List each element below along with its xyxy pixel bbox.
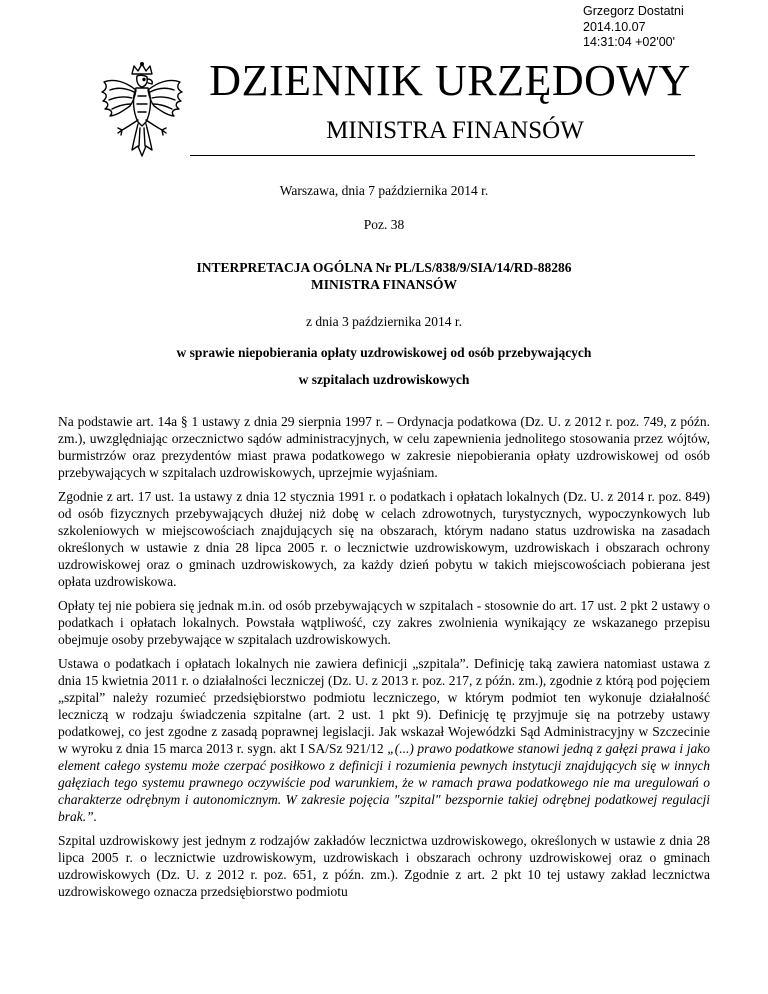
signature-name: Grzegorz Dostatni xyxy=(583,4,684,18)
masthead-divider xyxy=(190,155,695,156)
polish-eagle-emblem-icon xyxy=(96,60,188,160)
paragraph-2: Zgodnie z art. 17 ust. 1a ustawy z dnia 12 stycznia 1991 r. o podatkach i opłatach lokalnych (Dz. U. z 2014 r. poz. 849) od osób fizycznych przebywających dłużej niż dobę w celach zdrowotnych, turystycznych, wypoczynkowych lub szkoleniowych w miejscowościach znajdujących się na obszarach, którym nadano status uzdrowiska na zasadach określonych w ustawie z dnia 28 lipca 2005 r. o lecznictwie uzdrowiskowym, uzdrowiskach i obszarach ochrony uzdrowiskowej oraz o gminach uzdrowiskowych, za każdy dzień pobytu w takich miejscowościach pobierana jest opłata uzdrowiskowa. xyxy=(58,489,710,589)
journal-title: DZIENNIK URZĘDOWY xyxy=(209,56,691,105)
court-quote: „(...) prawo podatkowe stanowi jedną z gałęzi prawa i jako element całego systemu może czerpać posiłkowo z definicji i rozumienia pewnych instytucji znajdujących się w innych gałęziach tego systemu prawnego oczywiście pod warunkiem, że w ramach prawa podatkowego nie ma uregulowań o charakterze odrębnym i autonomicznym. W zakresie pojęcia "szpital" bezspornie takiej odrębnej podatkowej regulacji brak.”. xyxy=(58,741,710,824)
journal-subtitle: MINISTRA FINANSÓW xyxy=(326,117,584,144)
place-date: Warszawa, dnia 7 października 2014 r. xyxy=(279,183,489,198)
document-title-line1: INTERPRETACJA OGÓLNA Nr PL/LS/838/9/SIA/14/RD-88286 xyxy=(196,260,572,275)
subject-line2: w szpitalach uzdrowiskowych xyxy=(298,372,470,387)
signature-date: 2014.10.07 xyxy=(583,19,646,34)
issued-date: z dnia 3 października 2014 r. xyxy=(306,314,462,329)
paragraph-4-text: Ustawa o podatkach i opłatach lokalnych nie zawiera definicji „szpitala”. Definicję taką zawiera natomiast ustawa z dnia 15 kwietnia 2011 r. o działalności leczniczej (Dz. U. z 2013 r. poz. 217, z późn. zm.), zgodnie z którą pod pojęciem „szpital” należy rozumieć przedsiębiorstwo podmiotu leczniczego, w którym podmiot ten wykonuje działalność leczniczą w rodzaju świadczenia szpitalne (art. 2 ust. 1 pkt 9). Definicję tę przyjmuje się na potrzeby ustawy podatkowej, co jest zgodne z zasadą poprawnej legislacji. Jak wskazał Wojewódzki Sąd Administracyjny w Szczecinie w wyroku z dnia 15 marca 2013 r. sygn. akt I SA/Sz 921/12 xyxy=(58,656,710,756)
paragraph-1: Na podstawie art. 14a § 1 ustawy z dnia 29 sierpnia 1997 r. – Ordynacja podatkowa (Dz. U. z 2012 r. poz. 749, z późn. zm.), uwzględniając orzecznictwo sądów administracyjnych, w celu zapewnienia jednolitego stosowania przez wójtów, burmistrzów oraz prezydentów miast prawa podatkowego w zakresie niepobierania opłaty uzdrowiskowej od osób przebywających w szpitalach uzdrowiskowych, uprzejmie wyjaśniam. xyxy=(58,414,710,480)
position-number: Poz. 38 xyxy=(363,217,405,232)
document-body xyxy=(58,413,710,907)
paragraph-5: Szpital uzdrowiskowy jest jednym z rodzajów zakładów lecznictwa uzdrowiskowego, określonych w ustawie z dnia 28 lipca 2005 r. o lecznictwie uzdrowiskowym, uzdrowiskach i obszarach ochrony uzdrowiskowej oraz o gminach uzdrowiskowych (Dz. U. z 2012 r. poz. 651, z późn. zm.). Zgodnie z art. 2 pkt 10 tej ustawy zakład lecznictwa uzdrowiskowego oznacza przedsiębiorstwo podmiotu xyxy=(58,833,710,899)
paragraph-4 xyxy=(58,655,710,825)
document-title-line2: MINISTRA FINANSÓW xyxy=(311,277,457,292)
subject-line1: w sprawie niepobierania opłaty uzdrowiskowej od osób przebywających xyxy=(176,345,592,360)
digital-signature xyxy=(583,4,684,51)
signature-time: 14:31:04 +02'00' xyxy=(583,35,676,49)
paragraph-3: Opłaty tej nie pobiera się jednak m.in. od osób przebywających w szpitalach - stosownie do art. 17 ust. 2 pkt 2 ustawy o podatkach i opłatach lokalnych. Powstała wątpliwość, czy zakres zwolnienia wynikający ze wskazanego przepisu obejmuje osoby przebywające w szpitalach uzdrowiskowych. xyxy=(58,598,710,647)
